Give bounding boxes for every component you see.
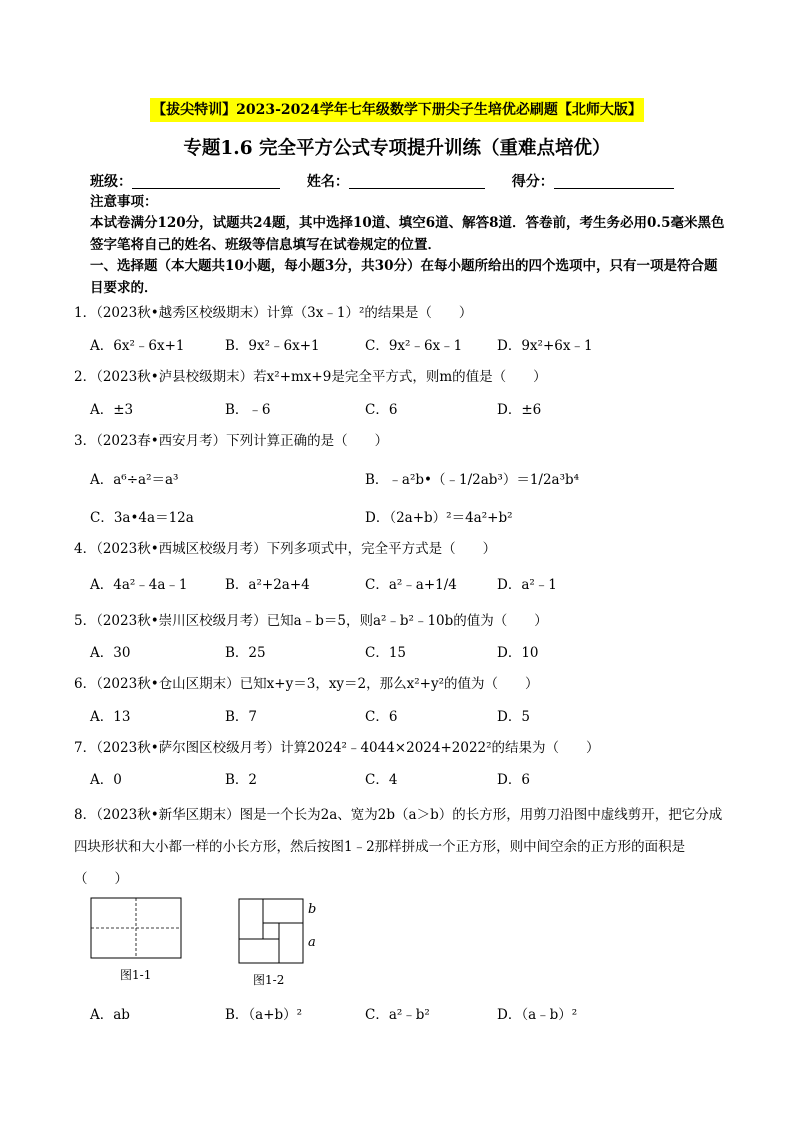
question-stem: 计算2024²﹣4044×2024+2022²的结果为（ ） <box>280 740 600 756</box>
option-b[interactable]: B．（a+b）² <box>225 1007 303 1023</box>
section-desc: 在每小题所给出的四个选项中，只有一项是符合题目要求的． <box>90 258 718 296</box>
question-source: （2023秋•西城区校级月考） <box>96 541 267 557</box>
question-source: （2023秋•越秀区校级期末） <box>96 305 267 321</box>
name-blank <box>349 174 485 189</box>
question-7-options <box>90 768 730 790</box>
question-number: 7． <box>74 740 97 756</box>
option-b[interactable]: B．25 <box>225 645 266 661</box>
option-d[interactable]: D．±6 <box>497 402 542 418</box>
question-source: （2023秋•新华区期末） <box>96 807 240 823</box>
question-7 <box>74 737 734 759</box>
option-c[interactable]: C．a²﹣b² <box>365 1007 430 1023</box>
fig2-center-square <box>263 923 279 939</box>
question-source: （2023秋•泸县校级期末） <box>96 369 254 385</box>
question-number: 8． <box>74 807 97 823</box>
option-c[interactable]: C．4 <box>365 772 398 788</box>
question-2 <box>74 366 734 388</box>
question-3-options-row2 <box>90 506 730 528</box>
option-d[interactable]: D．（a﹣b）² <box>497 1007 578 1023</box>
question-1-options <box>90 334 730 356</box>
option-a[interactable]: A．4a²﹣4a﹣1 <box>90 577 188 593</box>
question-number: 3． <box>74 433 97 449</box>
class-label: 班级： <box>90 174 132 190</box>
option-b[interactable]: B．﹣6 <box>225 402 271 418</box>
option-d[interactable]: D．a²﹣1 <box>497 577 557 593</box>
question-stem: 已知a﹣b＝5，则a²﹣b²﹣10b的值为（ ） <box>266 613 548 629</box>
score-blank <box>554 174 674 189</box>
question-5-options <box>90 641 730 663</box>
name-label: 姓名： <box>306 174 349 190</box>
option-c[interactable]: C．6 <box>365 402 398 418</box>
question-source: （2023秋•萨尔图区校级月考） <box>96 740 281 756</box>
question-stem: 图是一个长为2a、宽为2b（a＞b）的长方形，用剪刀沿图中虚线剪开，把它分成四块形状和大小都一样的小长方形，然后按图1﹣2那样拼成一个正方形，则中间空余的正方形的面积是（ ） <box>74 807 723 887</box>
option-b[interactable]: B．a²+2a+4 <box>225 577 310 593</box>
option-c[interactable]: C．15 <box>365 645 407 661</box>
option-d[interactable]: D．（2a+b）²＝4a²+b² <box>365 510 513 526</box>
question-stem: 计算（3x﹣1）²的结果是（ ） <box>266 305 473 321</box>
question-6-options <box>90 705 730 727</box>
question-number: 4． <box>74 541 97 557</box>
option-a[interactable]: A．±3 <box>90 402 134 418</box>
fig2-outer-square <box>239 899 303 963</box>
option-a[interactable]: A．6x²﹣6x+1 <box>90 338 185 354</box>
question-source: （2023秋•崇川区校级月考） <box>96 613 267 629</box>
option-c[interactable]: C．3a•4a＝12a <box>90 510 194 526</box>
question-stem: 若x²+mx+9是完全平方式，则m的值是（ ） <box>253 369 547 385</box>
question-2-options <box>90 398 730 420</box>
option-d[interactable]: D．9x²+6x﹣1 <box>497 338 593 354</box>
figure-1-2-label-a: a <box>308 935 316 950</box>
option-b[interactable]: B．2 <box>225 772 258 788</box>
question-3 <box>74 430 734 452</box>
question-4 <box>74 538 734 560</box>
question-4-options <box>90 573 730 595</box>
banner: 【拔尖特训】2023-2024学年七年级数学下册尖子生培优必刷题【北师大版】 <box>150 98 644 122</box>
banner-container <box>0 98 794 122</box>
option-b[interactable]: B．7 <box>225 709 258 725</box>
question-1 <box>74 302 734 324</box>
option-a[interactable]: A．30 <box>90 645 131 661</box>
option-a[interactable]: A．0 <box>90 772 122 788</box>
question-stem: 下列计算正确的是（ ） <box>226 433 389 449</box>
option-d[interactable]: D．5 <box>497 709 530 725</box>
figure-1-1 <box>90 897 182 959</box>
option-c[interactable]: C．a²﹣a+1/4 <box>365 577 457 593</box>
option-c[interactable]: C．9x²﹣6x﹣1 <box>365 338 463 354</box>
option-a[interactable]: A．ab <box>90 1007 130 1023</box>
question-number: 1． <box>74 305 97 321</box>
option-d[interactable]: D．6 <box>497 772 530 788</box>
figure-1-2-caption: 图1-2 <box>253 973 285 987</box>
page-title: 专题1.6 完全平方公式专项提升训练（重难点培优） <box>183 138 611 159</box>
notes-text: 本试卷满分120分，试题共24题，其中选择10道、填空6道、解答8道．答卷前，考生务必用0.5毫米黑色签字笔将自己的姓名、班级等信息填写在试卷规定的位置． <box>90 215 725 253</box>
class-blank <box>132 174 280 189</box>
option-d[interactable]: D．10 <box>497 645 539 661</box>
section-title: 一、选择题（本大题共10小题，每小题3分，共30分） <box>90 258 421 274</box>
question-number: 5． <box>74 613 97 629</box>
question-5 <box>74 610 734 632</box>
figure-1-2-label-b: b <box>308 902 317 917</box>
question-8-options <box>90 1003 730 1025</box>
figure-1-2 <box>238 898 318 968</box>
question-number: 2． <box>74 369 97 385</box>
question-source: （2023春•西安月考） <box>96 433 227 449</box>
question-8 <box>74 799 726 895</box>
score-label: 得分： <box>511 174 554 190</box>
option-b[interactable]: B．9x²﹣6x+1 <box>225 338 320 354</box>
question-3-options-row1 <box>90 466 730 492</box>
notes-heading: 注意事项： <box>90 194 158 210</box>
question-number: 6． <box>74 676 97 692</box>
option-b[interactable]: B．﹣a²b•（﹣1/2ab³）＝1/2a³b⁴ <box>365 472 580 488</box>
section-heading <box>90 255 730 299</box>
question-stem: 已知x+y＝3，xy＝2，那么x²+y²的值为（ ） <box>239 676 539 692</box>
option-a[interactable]: A．13 <box>90 709 131 725</box>
question-source: （2023秋•仓山区期末） <box>96 676 240 692</box>
option-a[interactable]: A．a⁶÷a²＝a³ <box>90 472 179 488</box>
question-6 <box>74 673 734 695</box>
option-c[interactable]: C．6 <box>365 709 398 725</box>
figure-1-1-caption: 图1-1 <box>120 968 152 982</box>
question-stem: 下列多项式中，完全平方式是（ ） <box>266 541 497 557</box>
student-info-line <box>90 171 710 191</box>
